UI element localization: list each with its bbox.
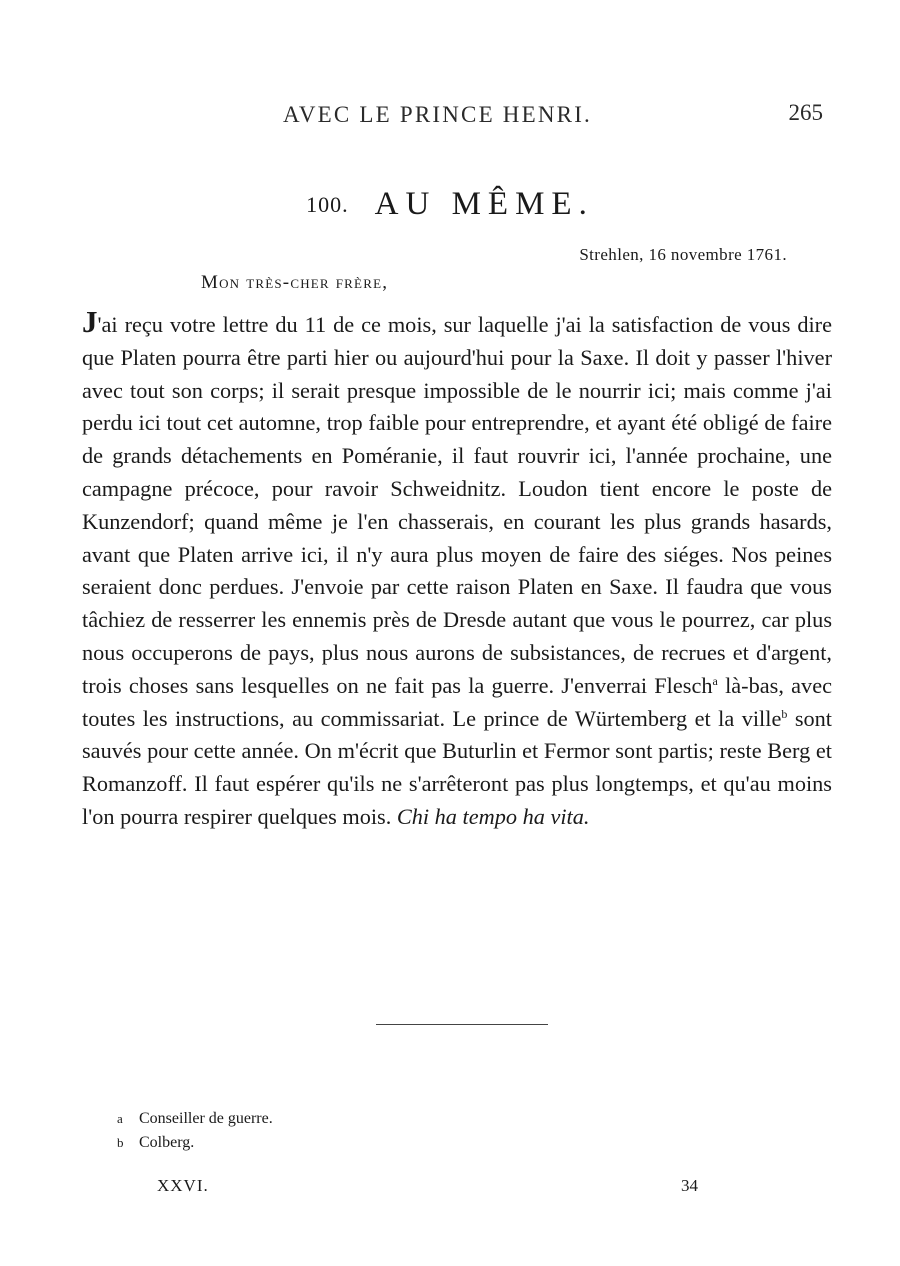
page-number: 265: [788, 100, 823, 125]
running-head: [0, 100, 900, 132]
footnote-text: Conseiller de guerre.: [139, 1110, 273, 1127]
drop-cap: J: [82, 304, 98, 339]
footnote-ref-b: b: [781, 706, 788, 721]
salutation: Mon très-cher frère,: [201, 272, 389, 293]
closing-motto: Chi ha tempo ha vita.: [396, 803, 590, 829]
running-title: AVEC LE PRINCE HENRI.: [283, 102, 593, 127]
letter-number: 100.: [306, 191, 349, 217]
letter-body: [82, 306, 832, 834]
letter-text-part-2: là-bas, avec toutes les instructions, au commissariat. Le prince de Würtemberg et la ville: [82, 672, 832, 731]
footnotes: [117, 1107, 273, 1155]
footnote-item: [117, 1131, 273, 1155]
letter-text-part-3: sont sauvés pour cette année. On m'écrit que Buturlin et Fermor sont partis; reste Berg et Romanzoff. Il faut espérer qu'ils ne s'arrêteront pas plus longtemps, et qu'au moins l'on pourra respirer quelques mois.: [82, 705, 833, 829]
footnote-text: Colberg.: [139, 1134, 195, 1151]
footnote-marker: a: [117, 1111, 123, 1126]
footnote-item: [117, 1107, 273, 1131]
footnote-ref-a: a: [712, 673, 718, 688]
footnote-marker: b: [117, 1135, 124, 1150]
sheet-number: 34: [681, 1176, 698, 1195]
signature-mark: XXVI.: [157, 1176, 209, 1195]
dateline: Strehlen, 16 novembre 1761.: [579, 245, 787, 264]
letter-title: AU MÊME.: [374, 186, 594, 222]
letter-text-part-1: 'ai reçu votre lettre du 11 de ce mois, sur laquelle j'ai la satisfaction de vous dire que Platen pourra être parti hier ou aujourd'hui pour la Saxe. Il doit y passer l'hiver avec tout son corps; il serait presque impossible de le nourrir ici; mais comme j'ai perdu ici tout cet automne, trop faible pour entreprendre, et ayant été obligé de faire de grands détachements en Poméranie, il faut rouvrir ici, l'année prochaine, une campagne précoce, pour ravoir Schweidnitz. Loudon tient encore le poste de Kunzendorf; quand même je l'en chasserais, en courant les plus grands hasards, avant que Platen arrive ici, il n'y aura plus moyen de faire des siéges. Nos peines seraient donc perdues. J'envoie par cette raison Platen en Saxe. Il faudra que vous tâchiez de resserrer les ennemis près de Dresde autant que vous le pourrez, car plus nous occuperons de pays, plus nous aurons de subsistances, de recrues et d'argent, trois choses sans lesquelles on ne fait pas la guerre. J'enverrai Flesch: [82, 312, 832, 698]
section-divider: [376, 1024, 548, 1025]
letter-heading: [0, 186, 900, 223]
